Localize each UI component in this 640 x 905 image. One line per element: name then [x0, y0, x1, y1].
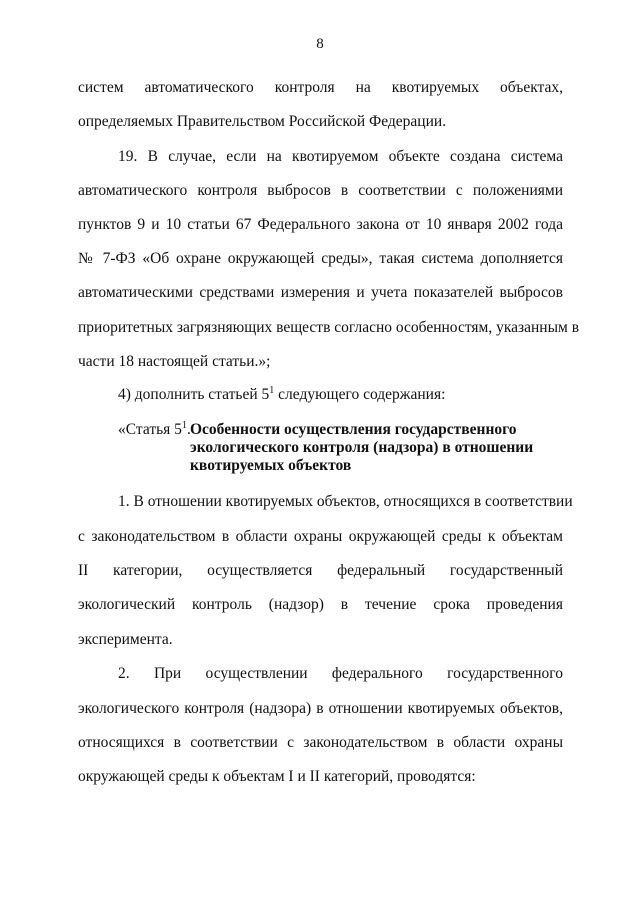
item-4-text-after: следующего содержания: — [274, 386, 446, 403]
article-prefix — [118, 420, 191, 440]
article-title-line-2: экологического контроля (надзора) в отношении — [190, 439, 534, 456]
article-prefix-text: «Статья 5 — [118, 421, 182, 438]
para-2-line-1: 2. При осуществлении федерального государственного — [118, 665, 563, 682]
para-19-line-1: 19. В случае, если на квотируемом объекте создана система — [118, 148, 563, 165]
para-1-line-4: экологический контроль (надзор) в течение срока проведения — [78, 596, 563, 613]
article-prefix-dot: . — [186, 421, 191, 438]
para-19-line-5: автоматическими средствами измерения и учета показателей выбросов — [78, 284, 563, 301]
para-2-line-4: окружающей среды к объектам I и II категорий, проводятся: — [78, 768, 476, 785]
article-title-line-1: Особенности осуществления государственного — [190, 421, 517, 438]
para-19-line-4: № 7-ФЗ «Об охране окружающей среды», такая система дополняется — [78, 250, 563, 267]
para-19-line-3: пунктов 9 и 10 статьи 67 Федерального закона от 10 января 2002 года — [78, 216, 563, 233]
article-title-line-3: квотируемых объектов — [190, 457, 352, 474]
item-4 — [118, 385, 563, 405]
para-19-line-7: части 18 настоящей статьи.»; — [78, 353, 271, 370]
para-2-line-2: экологического контроля (надзора) в отношении квотируемых объектов, — [78, 700, 563, 717]
para-1-line-2: с законодательством в области охраны окружающей среды к объектам — [78, 528, 563, 545]
page-number: 8 — [316, 36, 324, 52]
para-a-line-2: определяемых Правительством Российской Федерации. — [78, 113, 447, 130]
para-1-line-1: 1. В отношении квотируемых объектов, относящихся в соответствии — [118, 493, 573, 510]
para-19-line-6: приоритетных загрязняющих веществ согласно особенностям, указанным в — [78, 319, 580, 336]
para-1-line-3: II категории, осуществляется федеральный государственный — [78, 562, 563, 579]
item-4-sup: 1 — [269, 385, 275, 396]
para-19-line-2: автоматического контроля выбросов в соответствии с положениями — [78, 182, 563, 199]
article-prefix-sup: 1 — [181, 420, 187, 431]
para-a-line-1: систем автоматического контроля на квотируемых объектах, — [78, 79, 563, 96]
item-4-text-before: 4) дополнить статьей 5 — [118, 386, 270, 403]
para-1-line-5: эксперимента. — [78, 631, 173, 648]
para-2-line-3: относящихся в соответствии с законодательством в области охраны — [78, 734, 563, 751]
